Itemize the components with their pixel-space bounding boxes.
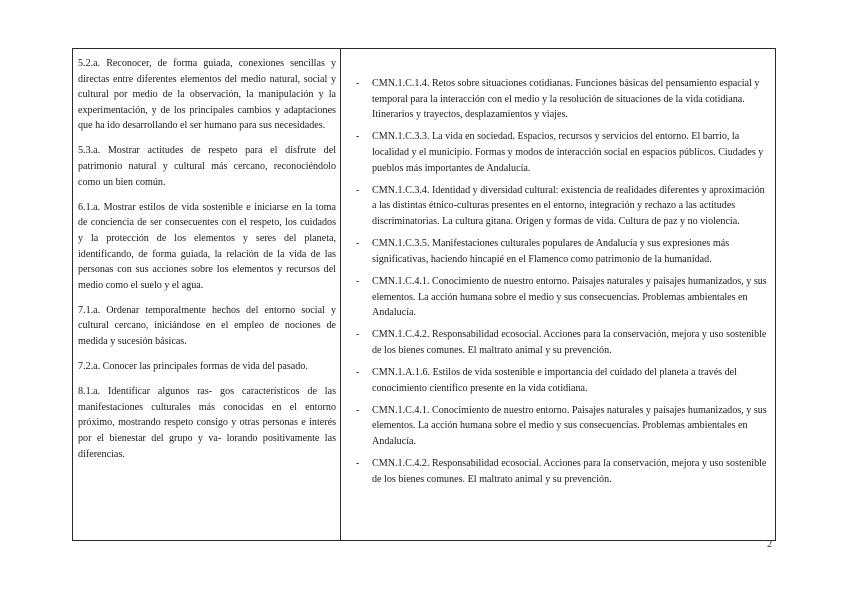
content-item-text: CMN.1.C.4.1. Conocimiento de nuestro entorno. Paisajes naturales y paisajes humanizados, y sus elementos. La acción humana sobre el medio y sus consecuencias. Problemas ambientales en Andalucía. bbox=[372, 275, 767, 319]
content-item-text: CMN.1.A.1.6. Estilos de vida sostenible e importancia del cuidado del planeta a través del conocimiento científico presente en la vida cotidiana. bbox=[372, 367, 737, 394]
dash-bullet-icon: - bbox=[356, 184, 360, 196]
content-item-text: CMN.1.C.3.3. La vida en sociedad. Espacios, recursos y servicios del entorno. El barrio, la localidad y el municipio. Formas y modos de interacción social en espacios públicos. Ciudades y pueblos más importantes de Andalucía. bbox=[372, 131, 764, 174]
dash-bullet-icon: - bbox=[356, 404, 360, 416]
content-item-cmn-1-c-4-1-repeat bbox=[356, 403, 767, 450]
dash-bullet-icon: - bbox=[356, 367, 360, 379]
content-item-cmn-1-c-4-2 bbox=[356, 327, 767, 358]
dash-bullet-icon: - bbox=[356, 275, 360, 287]
criterion-5-2-a: 5.2.a. Reconocer, de forma guiada, conexiones sencillas y directas entre diferentes elementos del medio natural, social y cultural por medio de la observación, la manipulación y la experimentación, y de los principales cambios y adaptaciones que ha ido desarrollando el ser humano para sus necesidades. bbox=[78, 58, 336, 132]
content-item-cmn-1-c-4-1 bbox=[356, 274, 767, 321]
content-item-text: CMN.1.C.4.2. Responsabilidad ecosocial. Acciones para la conservación, mejora y uso sostenible de los bienes comunes. El maltrato animal y su prevención. bbox=[372, 458, 767, 485]
basic-contents-column bbox=[341, 49, 775, 540]
content-item-cmn-1-c-3-3 bbox=[356, 129, 767, 176]
dash-bullet-icon: - bbox=[356, 458, 360, 470]
content-item-text: CMN.1.C.4.1. Conocimiento de nuestro entorno. Paisajes naturales y paisajes humanizados, y sus elementos. La acción humana sobre el medio y sus consecuencias. Problemas ambientales en Andalucía. bbox=[372, 404, 767, 448]
content-item-text: CMN.1.C.1.4. Retos sobre situaciones cotidianas. Funciones básicas del pensamiento espacial y temporal para la interacción con el medio y la resolución de situaciones de la vida cotidiana. Itinerarios y trayectos, desplazamientos y viajes. bbox=[372, 78, 760, 121]
content-item-cmn-1-c-1-4 bbox=[356, 76, 767, 123]
content-item-text: CMN.1.C.3.5. Manifestaciones culturales populares de Andalucía y sus expresiones más significativas, haciendo hincapié en el Flamenco como patrimonio de la humanidad. bbox=[372, 238, 730, 265]
criterion-6-1-a: 6.1.a. Mostrar estilos de vida sostenible e iniciarse en la toma de conciencia de ser consecuentes con el respeto, los cuidados y la protección de los elementos y seres del planeta, identificando, de forma guiada, la relación de la vida de las personas con sus acciones sobre los elementos y recursos del medio como el suelo y el agua. bbox=[78, 201, 336, 291]
content-item-cmn-1-c-3-4 bbox=[356, 183, 767, 230]
dash-bullet-icon: - bbox=[356, 78, 360, 89]
criterion-7-2-a: 7.2.a. Conocer las principales formas de vida del pasado. bbox=[78, 361, 308, 373]
criterion-8-1-a: 8.1.a. Identificar algunos ras- gos característicos de las manifestaciones culturales más conocidas en el entorno próximo, mostrando respeto consigo y otras personas e interés por el bienestar del grupo y va- lorando positivamente las diferencias. bbox=[78, 386, 336, 460]
evaluation-criteria-column bbox=[73, 49, 341, 540]
dash-bullet-icon: - bbox=[356, 329, 360, 341]
criterion-7-1-a: 7.1.a. Ordenar temporalmente hechos del entorno social y cultural cercano, iniciándose en el empleo de nociones de medida y sucesión básicas. bbox=[78, 304, 336, 347]
dash-bullet-icon: - bbox=[356, 238, 360, 250]
content-item-text: CMN.1.C.4.2. Responsabilidad ecosocial. Acciones para la conservación, mejora y uso sostenible de los bienes comunes. El maltrato animal y su prevención. bbox=[372, 329, 767, 356]
content-item-cmn-1-c-4-2-repeat bbox=[356, 456, 767, 487]
criteria-content-table bbox=[72, 48, 776, 541]
criterion-5-3-a: 5.3.a. Mostrar actitudes de respeto para el disfrute del patrimonio natural y cultural más cercano, reconociéndolo como un bien común. bbox=[78, 145, 336, 188]
content-item-cmn-1-c-3-5 bbox=[356, 236, 767, 267]
page-number: 2 bbox=[767, 539, 773, 550]
content-item-cmn-1-a-1-6 bbox=[356, 365, 767, 396]
content-item-text: CMN.1.C.3.4. Identidad y diversidad cultural: existencia de realidades diferentes y aproximación a las distintas étnico-culturas presentes en el entorno, integración y rechazo a las actitudes discriminatorias. La cultura gitana. Origen y formas de vida. Cultura de paz y no violencia. bbox=[372, 184, 765, 227]
dash-bullet-icon: - bbox=[356, 131, 360, 143]
basic-contents-list bbox=[356, 76, 767, 487]
